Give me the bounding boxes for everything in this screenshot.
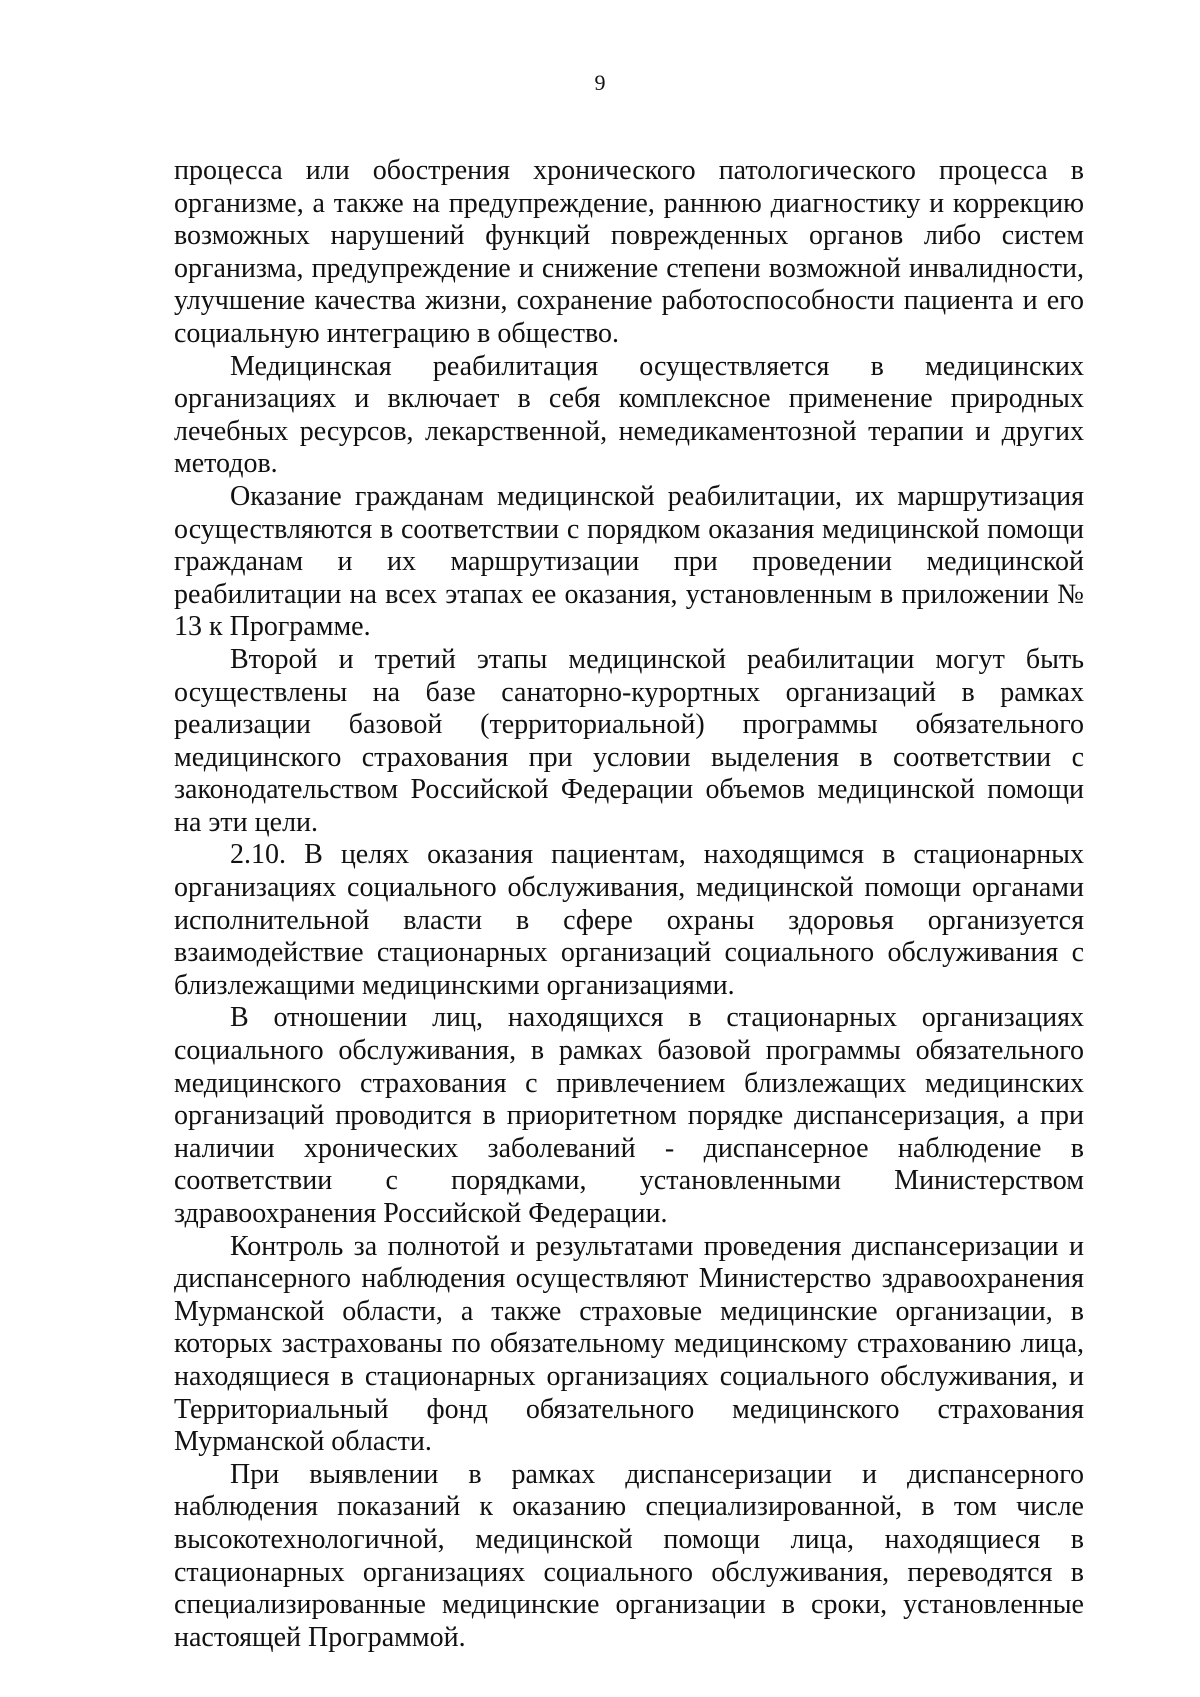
paragraph-medical-rehabilitation: Медицинская реабилитация осуществляется в медицинских организациях и включает в себя комплексное применение природных лечебных ресурсов, лекарственной, немедикаментозной терапии и других методов. bbox=[174, 350, 1084, 480]
paragraph-section-2-10: 2.10. В целях оказания пациентам, находящимся в стационарных организациях социального обслуживания, медицинской помощи органами исполнительной власти в сфере охраны здоровья организуется взаимодействие стационарных организаций социального обслуживания с близлежащими медицинскими организациями. bbox=[174, 839, 1084, 1001]
paragraph-control: Контроль за полнотой и результатами проведения диспансеризации и диспансерного наблюдения осуществляют Министерство здравоохранения Мурманской области, а также страховые медицинские организации, в которых застрахованы по обязательному медицинскому страхованию лица, находящиеся в стационарных организациях социального обслуживания, и Территориальный фонд обязательного медицинского страхования Мурманской области. bbox=[174, 1230, 1084, 1458]
paragraph-continuation: процесса или обострения хронического патологического процесса в организме, а также на предупреждение, раннюю диагностику и коррекцию возможных нарушений функций поврежденных органов либо систем организма, предупреждение и снижение степени возможной инвалидности, улучшение качества жизни, сохранение работоспособности пациента и его социальную интеграцию в общество. bbox=[174, 155, 1084, 349]
paragraph-rehabilitation-stages: Второй и третий этапы медицинской реабилитации могут быть осуществлены на базе санаторно-курортных организаций в рамках реализации базовой (территориальной) программы обязательного медицинского страхования при условии выделения в соответствии с законодательством Российской Федерации объемов медицинской помощи на эти цели. bbox=[174, 643, 1084, 838]
paragraph-rehabilitation-routing: Оказание гражданам медицинской реабилитации, их маршрутизация осуществляются в соответствии с порядком оказания медицинской помощи гражданам и их маршрутизации при проведении медицинской реабилитации на всех этапах ее оказания, установленным в приложении № 13 к Программе. bbox=[174, 480, 1084, 643]
document-body bbox=[174, 155, 1084, 1654]
paragraph-dispensarization: В отношении лиц, находящихся в стационарных организациях социального обслуживания, в рамках базовой программы обязательного медицинского страхования с привлечением близлежащих медицинских организаций проводится в приоритетном порядке диспансеризация, а при наличии хронических заболеваний - диспансерное наблюдение в соответствии с порядками, установленными Министерством здравоохранения Российской Федерации. bbox=[174, 1002, 1084, 1229]
page-number: 9 bbox=[594, 70, 606, 95]
paragraph-specialized-care: При выявлении в рамках диспансеризации и диспансерного наблюдения показаний к оказанию специализированной, в том числе высокотехнологичной, медицинской помощи лица, находящиеся в стационарных организациях социального обслуживания, переводятся в специализированные медицинские организации в сроки, установленные настоящей Программой. bbox=[174, 1458, 1084, 1653]
